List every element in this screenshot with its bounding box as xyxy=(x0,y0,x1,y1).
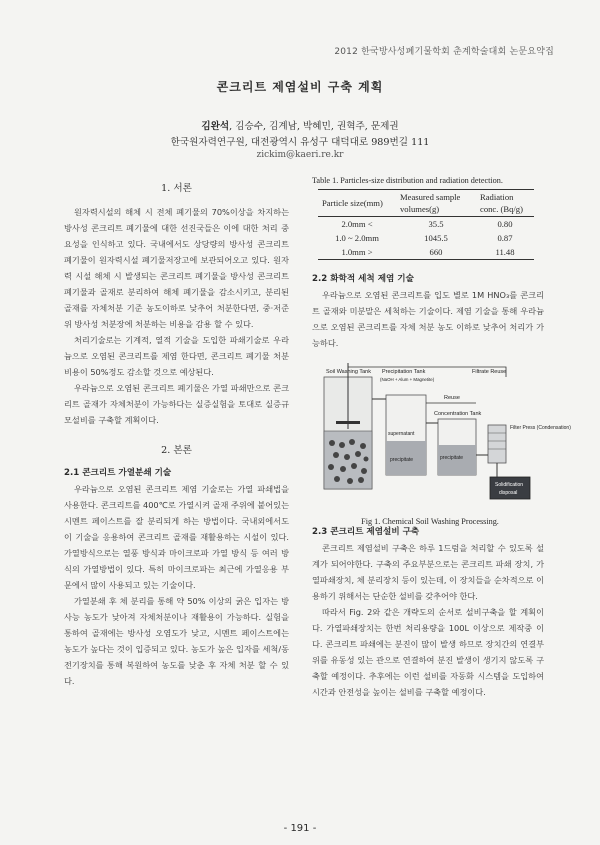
author-line xyxy=(0,118,600,132)
body-paragraph-2: 가열분쇄 후 체 분리를 통해 약 50% 이상의 굵은 입자는 방사능 농도가 낮아져 자체처분이나 재활용이 가능하다. 실험을 통하여 골재에는 방사성 오염도가 낮고, 시멘트 페이스트에는 농도가 높다는 것이 입증되고 있다. 농도가 높은 입자를 세척/동전기장치를 통해 복원하여 농도를 낮춘 후 자체 처분 할 수 있다. xyxy=(64,596,289,686)
table-header-conc: Radiation conc. (Bq/g) xyxy=(476,190,534,217)
page-number: - 191 - xyxy=(283,823,317,834)
washing-paragraph: 우라늄으로 오염된 콘크리트를 입도 별로 1M HNO₃를 콘크리트 골재와 미분말은 세척하는 기술이다. 제염 기술을 통해 우라늄으로 오염된 콘크리트를 자체 처분 농도 이하로 낮추어 처리가 가능하다. xyxy=(312,290,544,348)
table-cell-size: 2.0mm < xyxy=(341,219,373,229)
label-precip-tank: Precipitation Tank xyxy=(382,369,426,375)
subsection-heading-2-1: 2.1 콘크리트 가열분쇄 기술 xyxy=(64,468,172,478)
left-column xyxy=(64,176,289,689)
intro-paragraph-1: 원자력시설의 해체 시 전체 폐기물의 70%이상을 차지하는 방사성 콘크리트 폐기물에 대한 선진국들은 이에 대한 처리 중요성을 인식하고 있다. 국내에서도 상당량의 방사성 콘크리트 폐기물이 원자력시설 폐기물저장고에 보관되어오고 있다. 원자력 시설 해체 시 발생되는 콘크리트 폐기물을 방사성 콘크리트 폐기물과 골재로 분리하여 해체 폐기물을 감소시키고, 분리된 골재를 자체처분 기준 농도이하로 낮추어 처분한다면, 중·저준위 방사성 처분장에 처분하는 비용을 감용 할 수 있다. xyxy=(64,207,289,329)
running-header: 2012 한국방사성폐기물학회 춘계학술대회 논문요약집 xyxy=(334,47,554,57)
figure-caption: Fig 1. Chemical Soil Washing Processing. xyxy=(361,517,499,526)
table-header-row xyxy=(318,190,534,217)
table-row xyxy=(318,245,534,260)
facility-paragraph-2: 따라서 Fig. 2와 같은 개략도의 순서로 설비구축을 할 계획이다. 가열파쇄장치는 한번 처리용량을 100L 이상으로 제작중 이다. 콘크리트 파쇄에는 분진이 많이 발생 하므로 장치간의 연결부위를 유동성 있는 관으로 연결하여 분진 발생이 생기지 않도록 구축할 예정이다. 추후에는 이런 설비를 자동화 시스템을 도입하여 시간과 안전성을 높이는 설비를 구축할 예정이다. xyxy=(312,607,544,697)
table-cell-volume: 35.5 xyxy=(428,219,444,229)
table-cell-conc: 0.80 xyxy=(497,219,513,229)
table-row xyxy=(318,231,534,245)
paper-title: 콘크리트 제염설비 구축 계획 xyxy=(216,80,384,94)
svg-text:supernatant: supernatant xyxy=(388,431,415,437)
subsection-heading-2-3: 2.3 콘크리트 제염설비 구축 xyxy=(312,527,420,537)
section-heading-intro: 1. 서론 xyxy=(161,183,192,194)
label-conc-tank: Concentration Tank xyxy=(434,411,482,417)
table-cell-volume: 1045.5 xyxy=(424,233,448,243)
label-filtrate: Filtrate Reuse xyxy=(472,369,507,375)
svg-text:precipitate: precipitate xyxy=(440,455,464,461)
intro-paragraph-2: 처리기술로는 기계적, 열적 기술을 도입한 파쇄기술로 우라늄으로 오염된 콘크리트를 제염 한다면, 콘크리트 폐기물 처분 비용이 50%정도 감소할 것으로 예상된다. xyxy=(64,335,289,377)
filter-press xyxy=(488,425,506,463)
label-soil-washing: Soil Washing Tank xyxy=(326,369,371,375)
co-authors: , 김승수, 김계남, 박혜민, 권혁주, 문제권 xyxy=(229,121,399,132)
table-row xyxy=(318,217,534,232)
table-caption: Table 1. Particles-size distribution and radiation detection. xyxy=(312,176,503,185)
right-column xyxy=(312,176,571,700)
table-header-volume: Measured sample volumes(g) xyxy=(396,190,476,217)
table-cell-volume: 660 xyxy=(396,245,476,260)
author-email: zickim@kaeri.re.kr xyxy=(256,150,344,160)
table-cell-size: 1.0 ~ 2.0mm xyxy=(335,233,379,243)
section-heading-body: 2. 본론 xyxy=(161,445,192,456)
label-reuse: Reuse xyxy=(444,395,460,401)
affiliation: 한국원자력연구원, 대전광역시 유성구 대덕대로 989번길 111 xyxy=(170,137,430,148)
svg-text:Solidification: Solidification xyxy=(495,482,524,488)
table-cell-size: 1.0mm > xyxy=(318,245,396,260)
table-cell-conc: 0.87 xyxy=(497,233,513,243)
svg-text:precipitate: precipitate xyxy=(390,457,414,463)
facility-paragraph-1: 콘크리트 제염설비 구축은 하루 1드럼을 처리할 수 있도록 설계가 되어야한다. 구축의 주요부분으로는 콘크리트 파쇄 장치, 가열파쇄장치, 체 분리장치 등이 있는데, 이 장치들을 순차적으로 이용하기 위해서는 단순한 설비를 갖추어야 한다. xyxy=(312,543,544,601)
subsection-heading-2-2: 2.2 화학적 세척 제염 기술 xyxy=(312,274,414,284)
intro-paragraph-3: 우라늄으로 오염된 콘크리트 폐기물은 가열 파쇄만으로 콘크리트 골재가 자체처분이 가능하다는 실증실험을 토대로 실증규모설비를 구축할 계획이다. xyxy=(64,383,289,425)
particle-size-table xyxy=(318,189,534,260)
body-paragraph-1: 우라늄으로 오염된 콘크리트 제염 기술로는 가열 파쇄법을 사용한다. 콘크리트를 400℃로 가열시켜 골재 주위에 붙어있는 시멘트 페이스트를 잘 분리되게 하는 방법이다. 국내외에서도 이 기술을 응용하여 콘크리트 골재를 재활용하는 시설이 있다. 가열방식으로는 열풍 방식과 마이크로파 가열 방식 등 여러 방식의 가열방법이 있다. 특히 마이크로파는 최근에 가열응용 부문에서 많이 사용되고 있는 기술이다. xyxy=(64,484,289,590)
lead-author: 김완석 xyxy=(201,121,230,132)
process-figure xyxy=(316,359,571,526)
process-diagram xyxy=(316,359,571,509)
label-precip-sub: (NaOH + Alum + Magnetite) xyxy=(380,377,435,382)
label-filter-press: Filter Press (Condensation) xyxy=(510,425,571,431)
table-cell-conc: 11.48 xyxy=(476,245,534,260)
table-header-size: Particle size(mm) xyxy=(318,190,396,217)
svg-text:disposal: disposal xyxy=(499,490,518,496)
